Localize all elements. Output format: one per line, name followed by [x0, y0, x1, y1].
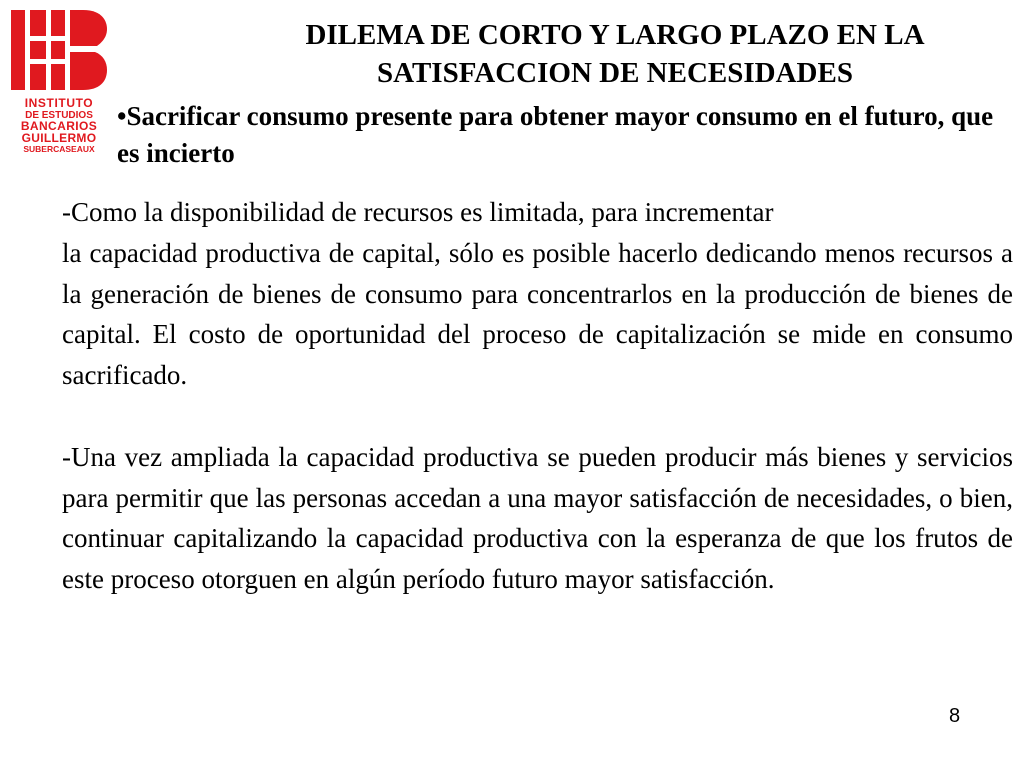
institute-logo — [9, 10, 109, 160]
paragraph-1-rest: la capacidad productiva de capital, sólo es posible hacerlo dedicando menos recursos a la generación de bienes de consumo para concentrarlos en la producción de bienes de capital. El costo de oportunidad del proceso de capitalización se mide en consumo sacrificado. — [62, 237, 1013, 391]
slide-title — [235, 16, 995, 92]
paragraph-2: -Una vez ampliada la capacidad productiva se pueden producir más bienes y servicios para permitir que las personas accedan a una mayor satisfacción de necesidades, o bien, continuar capitalizando la capacidad productiva con la esperanza de que los frutos de este proceso otorguen en algún período futuro mayor satisfacción. — [62, 441, 1013, 595]
logo-line-5: SUBERCASEAUX — [23, 144, 95, 154]
slide-bullet: •Sacrificar consumo presente para obtener mayor consumo en el futuro, que es incierto — [117, 101, 994, 168]
ieb-logo-mark — [11, 10, 107, 90]
page-number: 8 — [949, 705, 961, 727]
logo-line-3: BANCARIOS — [20, 119, 98, 133]
logo-line-2: DE ESTUDIOS — [25, 109, 93, 121]
logo-line-4: GUILLERMO — [21, 130, 97, 145]
slide-body — [62, 192, 1013, 600]
paragraph-1-first-line: -Como la disponibilidad de recursos es limitada, para incrementar — [62, 197, 774, 227]
slide-title-line-1: DILEMA DE CORTO Y LARGO PLAZO EN LA — [305, 19, 925, 51]
logo-wordmark — [9, 98, 109, 156]
slide-title-line-2: SATISFACCION DE NECESIDADES — [377, 57, 853, 89]
paragraph-spacer — [62, 396, 1013, 437]
logo-line-1: INSTITUTO — [24, 96, 94, 110]
